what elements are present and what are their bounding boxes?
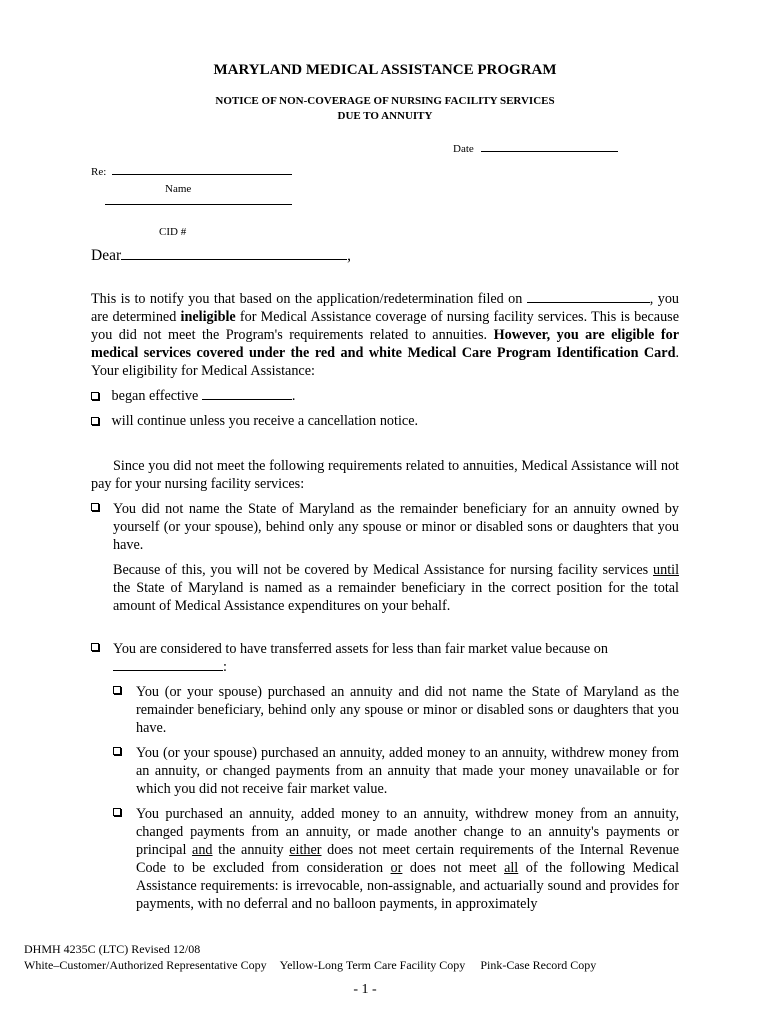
dear-label: Dear	[91, 247, 122, 264]
copy-white: White–Customer/Authorized Representative Copy	[24, 958, 267, 972]
checkbox-icon[interactable]	[91, 417, 99, 425]
date-blank[interactable]	[481, 140, 618, 152]
checkbox-icon[interactable]	[91, 643, 99, 651]
document-subtitle	[0, 94, 770, 124]
subtitle-line-2: DUE TO ANNUITY	[337, 110, 433, 122]
checkbox-icon[interactable]	[113, 686, 121, 694]
option-will-continue: will continue unless you receive a cancellation notice.	[91, 412, 418, 430]
dear-blank[interactable]	[121, 246, 347, 260]
form-id: DHMH 4235C (LTC) Revised 12/08	[24, 942, 201, 956]
effective-date-blank[interactable]	[202, 387, 292, 400]
name-label: Name	[165, 183, 192, 195]
page-number: - 1 -	[353, 982, 377, 997]
re-label: Re:	[91, 166, 107, 178]
checkbox-icon[interactable]	[113, 808, 121, 816]
requirement-beneficiary: You did not name the State of Maryland as the remainder beneficiary for an annuity owned by yourself (or your spouse), behind only any spouse or minor or disabled sons or daughters that you have.	[113, 501, 679, 553]
requirement-beneficiary-consequence: Because of this, you will not be covered by Medical Assistance for nursing facility services until the State of Maryland is named as a remainder beneficiary in the correct position for the total amount of Medical Assistance expenditures on your behalf.	[113, 562, 680, 614]
checkbox-icon[interactable]	[91, 503, 99, 511]
copy-distribution	[24, 957, 596, 973]
date-label: Date	[453, 143, 474, 155]
transfer-reason-2: You (or your spouse) purchased an annuity, added money to an annuity, withdrew money from an annuity, or changed payments from an annuity that made your money unavailable or for which you did not receive fair market value.	[136, 745, 679, 797]
transfer-date-blank[interactable]	[113, 658, 223, 671]
copy-yellow: Yellow-Long Term Care Facility Copy	[279, 958, 466, 972]
re-name-blank[interactable]	[112, 163, 292, 175]
copy-pink: Pink-Case Record Copy	[480, 958, 597, 972]
filed-date-blank[interactable]	[527, 290, 650, 303]
transfer-reason-1: You (or your spouse) purchased an annuity and did not name the State of Maryland as the remainder beneficiary, behind only any spouse or minor or disabled sons or daughters that you have.	[136, 684, 679, 736]
salutation: Dear ,	[91, 247, 351, 264]
transfer-reason-3: You purchased an annuity, added money to an annuity, withdrew money from an annuity, changed payments from an annuity, or made another change to an annuity's payments or principal and the annuity either does not meet certain requirements of the Internal Revenue Code to be excluded from consideration or does not meet all of the following Medical Assistance requirements: is irrevocable, non-assignable, and actuarially sound and provides for payments, with no deferral and no balloon payments, in approximately	[136, 806, 680, 912]
requirement-transfer: You are considered to have transferred assets for less than fair market value because on :	[113, 641, 608, 675]
option-began-effective: began effective .	[91, 387, 295, 405]
subtitle-line-1: NOTICE OF NON-COVERAGE OF NURSING FACILITY SERVICES	[215, 95, 555, 107]
date-field	[453, 140, 618, 155]
requirements-intro: Since you did not meet the following requirements related to annuities, Medical Assistance will not pay for your nursing facility services:	[91, 458, 679, 492]
cid-blank[interactable]	[105, 204, 292, 205]
intro-paragraph: This is to notify you that based on the application/redetermination filed on , you are determined ineligible for Medical Assistance coverage of nursing facility services. This is because you did not meet the Program's requirements related to annuities. However, you are eligible for medical services covered under the red and white Medical Care Program Identification Card. Your eligibility for Medical Assistance:	[91, 291, 680, 379]
checkbox-icon[interactable]	[113, 747, 121, 755]
re-field	[91, 163, 292, 178]
document-title: MARYLAND MEDICAL ASSISTANCE PROGRAM	[213, 62, 557, 78]
cid-label: CID #	[159, 226, 187, 238]
checkbox-icon[interactable]	[91, 392, 99, 400]
